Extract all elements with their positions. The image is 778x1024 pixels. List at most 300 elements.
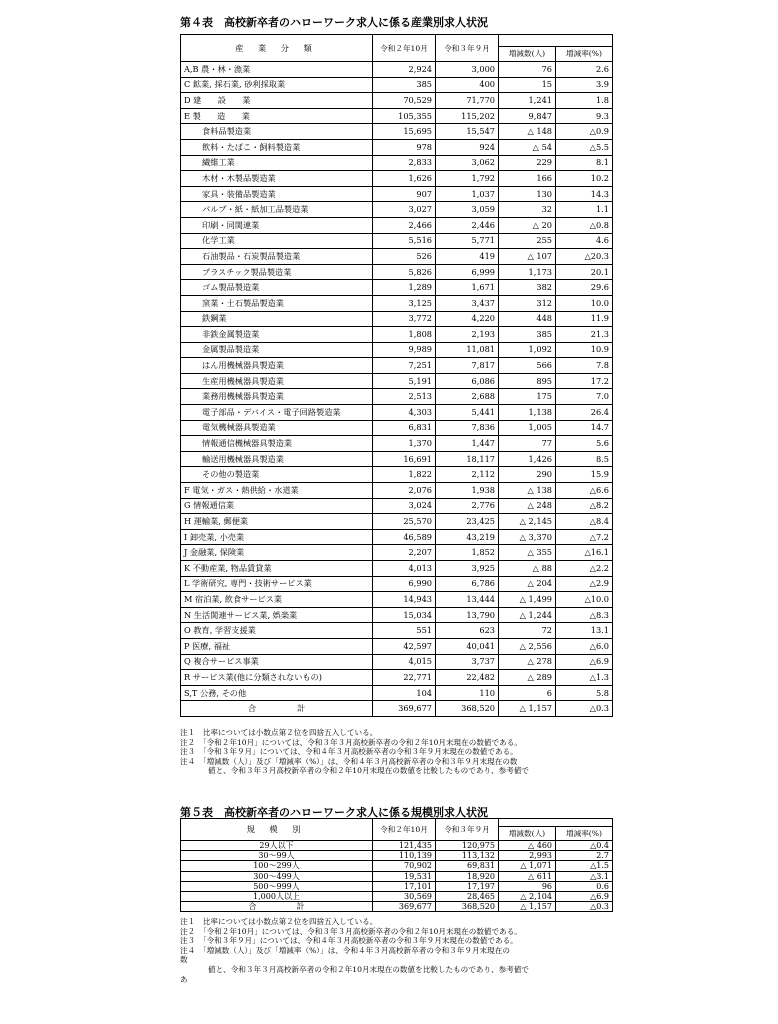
row-label: E 製 造 業 bbox=[181, 108, 373, 124]
row-label: 金属製品製造業 bbox=[181, 342, 373, 358]
cell-change-count: 32 bbox=[499, 202, 556, 218]
cell-sep-2021: 113,132 bbox=[436, 851, 499, 861]
cell-change-rate: 15.9 bbox=[556, 467, 613, 483]
row-label: 家具・装備品製造業 bbox=[181, 186, 373, 202]
row-label: L 学術研究, 専門・技術サービス業 bbox=[181, 576, 373, 592]
row-label: 非鉄金属製造業 bbox=[181, 327, 373, 343]
cell-change-count: 895 bbox=[499, 373, 556, 389]
cell-change-rate: 29.6 bbox=[556, 280, 613, 296]
table5-notes bbox=[180, 917, 612, 984]
cell-change-rate: 2.7 bbox=[556, 851, 613, 861]
header-category: 産 業 分 類 bbox=[181, 35, 373, 62]
cell-change-count: 1,092 bbox=[499, 342, 556, 358]
cell-sep-2021: 43,219 bbox=[436, 529, 499, 545]
cell-sep-2021: 115,202 bbox=[436, 108, 499, 124]
table-row bbox=[181, 373, 613, 389]
cell-sep-2021: 924 bbox=[436, 139, 499, 155]
cell-change-count: △ 20 bbox=[499, 217, 556, 233]
table4-notes bbox=[180, 728, 612, 776]
cell-change-count: △ 278 bbox=[499, 654, 556, 670]
cell-oct-2020: 4,303 bbox=[373, 405, 436, 421]
cell-change-count: 448 bbox=[499, 311, 556, 327]
cell-sep-2021: 6,786 bbox=[436, 576, 499, 592]
header-col4: 増減率(%) bbox=[556, 46, 613, 61]
table-row bbox=[181, 670, 613, 686]
cell-change-count: △ 2,556 bbox=[499, 638, 556, 654]
cell-sep-2021: 1,938 bbox=[436, 483, 499, 499]
table-row bbox=[181, 327, 613, 343]
table-row bbox=[181, 77, 613, 93]
table-row bbox=[181, 685, 613, 701]
table-row bbox=[181, 545, 613, 561]
cell-change-rate: 7.8 bbox=[556, 358, 613, 374]
row-label: 電気機械器具製造業 bbox=[181, 420, 373, 436]
header-col2: 令和３年９月 bbox=[436, 35, 499, 62]
cell-change-rate: △6.0 bbox=[556, 638, 613, 654]
cell-oct-2020: 2,207 bbox=[373, 545, 436, 561]
table-row bbox=[181, 592, 613, 608]
table-row bbox=[181, 217, 613, 233]
cell-oct-2020: 104 bbox=[373, 685, 436, 701]
cell-oct-2020: 17,101 bbox=[373, 881, 436, 891]
cell-change-count: △ 88 bbox=[499, 561, 556, 577]
cell-change-count: △ 1,071 bbox=[499, 861, 556, 871]
cell-change-rate: △8.2 bbox=[556, 498, 613, 514]
cell-change-rate: △0.3 bbox=[556, 701, 613, 717]
cell-change-count: △ 289 bbox=[499, 670, 556, 686]
cell-oct-2020: 16,691 bbox=[373, 451, 436, 467]
cell-oct-2020: 5,191 bbox=[373, 373, 436, 389]
cell-oct-2020: 19,531 bbox=[373, 871, 436, 881]
cell-oct-2020: 2,076 bbox=[373, 483, 436, 499]
cell-change-rate: △10.0 bbox=[556, 592, 613, 608]
cell-sep-2021: 6,999 bbox=[436, 264, 499, 280]
cell-change-count: 1,173 bbox=[499, 264, 556, 280]
table-row bbox=[181, 841, 613, 851]
table-row bbox=[181, 576, 613, 592]
note-line: 注２ 「令和２年10月」については、令和３年３月高校新卒者の令和２年10月末現在の数値である。 bbox=[180, 737, 522, 747]
row-label: プラスチック製品製造業 bbox=[181, 264, 373, 280]
cell-oct-2020: 978 bbox=[373, 139, 436, 155]
row-label: C 鉱業, 採石業, 砂利採取業 bbox=[181, 77, 373, 93]
row-label: G 情報通信業 bbox=[181, 498, 373, 514]
cell-change-count: 385 bbox=[499, 327, 556, 343]
cell-sep-2021: 2,688 bbox=[436, 389, 499, 405]
cell-change-count: 1,138 bbox=[499, 405, 556, 421]
cell-change-rate: 5.8 bbox=[556, 685, 613, 701]
cell-sep-2021: 71,770 bbox=[436, 93, 499, 109]
cell-oct-2020: 3,772 bbox=[373, 311, 436, 327]
cell-change-rate: 1.8 bbox=[556, 93, 613, 109]
cell-change-rate: 1.1 bbox=[556, 202, 613, 218]
cell-sep-2021: 1,447 bbox=[436, 436, 499, 452]
cell-oct-2020: 4,015 bbox=[373, 654, 436, 670]
row-label: S,T 公務, その他 bbox=[181, 685, 373, 701]
cell-oct-2020: 25,570 bbox=[373, 514, 436, 530]
note-line: 注３ 「令和３年９月」については、令和４年３月高校新卒者の令和３年９月末現在の数値である。 bbox=[180, 936, 518, 946]
row-label: パルプ・紙・紙加工品製造業 bbox=[181, 202, 373, 218]
cell-sep-2021: 28,465 bbox=[436, 891, 499, 901]
header-blank bbox=[499, 819, 613, 827]
cell-sep-2021: 110 bbox=[436, 685, 499, 701]
cell-oct-2020: 5,516 bbox=[373, 233, 436, 249]
cell-change-count: 229 bbox=[499, 155, 556, 171]
table-row bbox=[181, 155, 613, 171]
table-row bbox=[181, 93, 613, 109]
cell-change-count: 1,426 bbox=[499, 451, 556, 467]
table-row bbox=[181, 514, 613, 530]
cell-sep-2021: 17,197 bbox=[436, 881, 499, 891]
cell-oct-2020: 2,924 bbox=[373, 62, 436, 78]
cell-sep-2021: 2,446 bbox=[436, 217, 499, 233]
row-label: 輸送用機械器具製造業 bbox=[181, 451, 373, 467]
table-row bbox=[181, 861, 613, 871]
table-row bbox=[181, 186, 613, 202]
cell-change-count: 76 bbox=[499, 62, 556, 78]
cell-sep-2021: 18,920 bbox=[436, 871, 499, 881]
row-label: 100～299人 bbox=[181, 861, 373, 871]
cell-sep-2021: 368,520 bbox=[436, 701, 499, 717]
table-header-row bbox=[181, 819, 613, 827]
cell-oct-2020: 369,677 bbox=[373, 902, 436, 912]
cell-change-rate: △8.4 bbox=[556, 514, 613, 530]
cell-sep-2021: 13,444 bbox=[436, 592, 499, 608]
cell-sep-2021: 2,776 bbox=[436, 498, 499, 514]
table-row bbox=[181, 498, 613, 514]
note-line: 数 bbox=[180, 955, 188, 965]
cell-change-rate: △16.1 bbox=[556, 545, 613, 561]
cell-sep-2021: 3,737 bbox=[436, 654, 499, 670]
cell-sep-2021: 1,037 bbox=[436, 186, 499, 202]
cell-change-rate: 14.7 bbox=[556, 420, 613, 436]
table-row bbox=[181, 483, 613, 499]
row-label: R サービス業(他に分類されないもの) bbox=[181, 670, 373, 686]
cell-sep-2021: 6,086 bbox=[436, 373, 499, 389]
cell-oct-2020: 7,251 bbox=[373, 358, 436, 374]
table-row bbox=[181, 405, 613, 421]
note-line: 注４ 「増減数（人）」及び「増減率（%）」は、令和４年３月高校新卒者の令和３年９月末現在の数 bbox=[180, 756, 518, 766]
cell-sep-2021: 623 bbox=[436, 623, 499, 639]
cell-change-count: △ 1,499 bbox=[499, 592, 556, 608]
row-label: 印刷・同関連業 bbox=[181, 217, 373, 233]
cell-change-rate: 0.6 bbox=[556, 881, 613, 891]
table-row bbox=[181, 871, 613, 881]
cell-change-count: △ 1,157 bbox=[499, 701, 556, 717]
cell-change-count: △ 460 bbox=[499, 841, 556, 851]
table-row bbox=[181, 62, 613, 78]
cell-oct-2020: 1,289 bbox=[373, 280, 436, 296]
cell-change-rate: 26.4 bbox=[556, 405, 613, 421]
cell-sep-2021: 3,925 bbox=[436, 561, 499, 577]
cell-change-count: 15 bbox=[499, 77, 556, 93]
row-label: P 医療, 福祉 bbox=[181, 638, 373, 654]
cell-sep-2021: 69,831 bbox=[436, 861, 499, 871]
cell-change-rate: 2.6 bbox=[556, 62, 613, 78]
cell-sep-2021: 5,441 bbox=[436, 405, 499, 421]
cell-oct-2020: 70,529 bbox=[373, 93, 436, 109]
cell-sep-2021: 5,771 bbox=[436, 233, 499, 249]
cell-sep-2021: 15,547 bbox=[436, 124, 499, 140]
table-row bbox=[181, 264, 613, 280]
cell-change-count: △ 3,370 bbox=[499, 529, 556, 545]
header-col1: 令和２年10月 bbox=[373, 819, 436, 841]
cell-sep-2021: 3,062 bbox=[436, 155, 499, 171]
cell-oct-2020: 2,833 bbox=[373, 155, 436, 171]
cell-change-count: △ 54 bbox=[499, 139, 556, 155]
cell-change-count: △ 1,157 bbox=[499, 902, 556, 912]
industry-table bbox=[180, 34, 613, 717]
cell-sep-2021: 2,193 bbox=[436, 327, 499, 343]
row-label: A,B 農・林・漁業 bbox=[181, 62, 373, 78]
cell-change-count: 382 bbox=[499, 280, 556, 296]
header-col1: 令和２年10月 bbox=[373, 35, 436, 62]
table-row bbox=[181, 467, 613, 483]
header-col3: 増減数(人) bbox=[499, 46, 556, 61]
table-row bbox=[181, 108, 613, 124]
cell-change-rate: △20.3 bbox=[556, 249, 613, 265]
cell-change-count: 312 bbox=[499, 295, 556, 311]
cell-oct-2020: 22,771 bbox=[373, 670, 436, 686]
header-blank bbox=[499, 35, 613, 47]
row-label: H 運輸業, 郵便業 bbox=[181, 514, 373, 530]
table-row bbox=[181, 124, 613, 140]
row-label: J 金融業, 保険業 bbox=[181, 545, 373, 561]
row-label: 電子部品・デバイス・電子回路製造業 bbox=[181, 405, 373, 421]
cell-change-rate: 9.3 bbox=[556, 108, 613, 124]
cell-change-rate: 21.3 bbox=[556, 327, 613, 343]
cell-sep-2021: 7,836 bbox=[436, 420, 499, 436]
table-row bbox=[181, 233, 613, 249]
cell-change-rate: △1.3 bbox=[556, 670, 613, 686]
cell-change-count: △ 148 bbox=[499, 124, 556, 140]
row-label: N 生活関連サービス業, 娯楽業 bbox=[181, 607, 373, 623]
cell-oct-2020: 385 bbox=[373, 77, 436, 93]
cell-change-rate: 17.2 bbox=[556, 373, 613, 389]
cell-change-count: △ 248 bbox=[499, 498, 556, 514]
cell-sep-2021: 1,671 bbox=[436, 280, 499, 296]
cell-change-count: 1,241 bbox=[499, 93, 556, 109]
note-line: あ bbox=[180, 974, 188, 984]
cell-change-rate: 13.1 bbox=[556, 623, 613, 639]
cell-change-count: 255 bbox=[499, 233, 556, 249]
header-category: 規 模 別 bbox=[181, 819, 373, 841]
size-table bbox=[180, 818, 613, 912]
cell-oct-2020: 1,626 bbox=[373, 171, 436, 187]
cell-oct-2020: 3,027 bbox=[373, 202, 436, 218]
cell-oct-2020: 3,024 bbox=[373, 498, 436, 514]
total-row bbox=[181, 701, 613, 717]
cell-oct-2020: 121,435 bbox=[373, 841, 436, 851]
table-row bbox=[181, 389, 613, 405]
table-row bbox=[181, 280, 613, 296]
note-line: 注１ 比率については小数点第２位を四捨五入している。 bbox=[180, 728, 378, 737]
cell-change-count: 9,847 bbox=[499, 108, 556, 124]
table-header-row bbox=[181, 35, 613, 47]
cell-sep-2021: 11,081 bbox=[436, 342, 499, 358]
cell-change-count: △ 2,104 bbox=[499, 891, 556, 901]
cell-sep-2021: 2,112 bbox=[436, 467, 499, 483]
cell-oct-2020: 4,013 bbox=[373, 561, 436, 577]
row-label: F 電気・ガス・熱供給・水道業 bbox=[181, 483, 373, 499]
cell-oct-2020: 3,125 bbox=[373, 295, 436, 311]
table-row bbox=[181, 295, 613, 311]
table-row bbox=[181, 607, 613, 623]
cell-change-count: 290 bbox=[499, 467, 556, 483]
cell-sep-2021: 40,041 bbox=[436, 638, 499, 654]
table-row bbox=[181, 561, 613, 577]
cell-sep-2021: 3,059 bbox=[436, 202, 499, 218]
cell-change-rate: △6.9 bbox=[556, 891, 613, 901]
cell-sep-2021: 3,437 bbox=[436, 295, 499, 311]
cell-oct-2020: 15,695 bbox=[373, 124, 436, 140]
cell-oct-2020: 907 bbox=[373, 186, 436, 202]
cell-change-rate: 8.1 bbox=[556, 155, 613, 171]
cell-oct-2020: 369,677 bbox=[373, 701, 436, 717]
cell-change-rate: 10.0 bbox=[556, 295, 613, 311]
note-line: 注４ 「増減数（人）」及び「増減率（%）」は、令和４年３月高校新卒者の令和３年９月末現在の bbox=[180, 945, 510, 955]
table-row bbox=[181, 436, 613, 452]
cell-sep-2021: 7,817 bbox=[436, 358, 499, 374]
note-line: 値と、令和３年３月高校新卒者の令和２年10月末現在の数値を比較したものであり、参考値で bbox=[208, 766, 530, 776]
cell-sep-2021: 23,425 bbox=[436, 514, 499, 530]
cell-change-rate: △6.6 bbox=[556, 483, 613, 499]
row-label: M 宿泊業, 飲食サービス業 bbox=[181, 592, 373, 608]
cell-sep-2021: 1,852 bbox=[436, 545, 499, 561]
table-row bbox=[181, 891, 613, 901]
cell-sep-2021: 400 bbox=[436, 77, 499, 93]
cell-change-rate: △0.3 bbox=[556, 902, 613, 912]
cell-change-rate: 11.9 bbox=[556, 311, 613, 327]
cell-sep-2021: 4,220 bbox=[436, 311, 499, 327]
note-line: 注３ 「令和３年９月」については、令和４年３月高校新卒者の令和３年９月末現在の数値である。 bbox=[180, 747, 518, 757]
cell-oct-2020: 14,943 bbox=[373, 592, 436, 608]
cell-oct-2020: 2,466 bbox=[373, 217, 436, 233]
cell-change-count: 2,993 bbox=[499, 851, 556, 861]
cell-change-rate: 3.9 bbox=[556, 77, 613, 93]
row-label: 石油製品・石炭製品製造業 bbox=[181, 249, 373, 265]
table-row bbox=[181, 638, 613, 654]
row-label: I 卸売業, 小売業 bbox=[181, 529, 373, 545]
table-row bbox=[181, 171, 613, 187]
cell-oct-2020: 42,597 bbox=[373, 638, 436, 654]
cell-change-count: △ 611 bbox=[499, 871, 556, 881]
row-label: O 教育, 学習支援業 bbox=[181, 623, 373, 639]
cell-change-count: △ 2,145 bbox=[499, 514, 556, 530]
row-label: 飲料・たばこ・飼料製造業 bbox=[181, 139, 373, 155]
row-label: 業務用機械器具製造業 bbox=[181, 389, 373, 405]
cell-change-count: △ 204 bbox=[499, 576, 556, 592]
cell-change-count: 96 bbox=[499, 881, 556, 891]
cell-oct-2020: 6,990 bbox=[373, 576, 436, 592]
total-label: 合 計 bbox=[181, 902, 373, 912]
cell-change-rate: △0.9 bbox=[556, 124, 613, 140]
cell-change-count: △ 1,244 bbox=[499, 607, 556, 623]
table-row bbox=[181, 342, 613, 358]
cell-change-rate: △0.8 bbox=[556, 217, 613, 233]
cell-oct-2020: 1,808 bbox=[373, 327, 436, 343]
cell-oct-2020: 1,370 bbox=[373, 436, 436, 452]
cell-oct-2020: 105,355 bbox=[373, 108, 436, 124]
cell-change-count: 175 bbox=[499, 389, 556, 405]
table-row bbox=[181, 139, 613, 155]
cell-oct-2020: 551 bbox=[373, 623, 436, 639]
cell-change-count: 72 bbox=[499, 623, 556, 639]
cell-change-rate: 5.6 bbox=[556, 436, 613, 452]
table-row bbox=[181, 249, 613, 265]
table-row bbox=[181, 623, 613, 639]
table-row bbox=[181, 311, 613, 327]
table4-title: 第４表 高校新卒者のハローワーク求人に係る産業別求人状況 bbox=[180, 16, 488, 29]
header-col4: 増減率(%) bbox=[556, 827, 613, 841]
cell-sep-2021: 1,792 bbox=[436, 171, 499, 187]
table5-title: 第５表 高校新卒者のハローワーク求人に係る規模別求人状況 bbox=[180, 806, 488, 819]
cell-change-rate: 20.1 bbox=[556, 264, 613, 280]
cell-change-rate: 10.9 bbox=[556, 342, 613, 358]
row-label: 鉄鋼業 bbox=[181, 311, 373, 327]
cell-change-count: 1,005 bbox=[499, 420, 556, 436]
row-label: 300～499人 bbox=[181, 871, 373, 881]
row-label: 情報通信機械器具製造業 bbox=[181, 436, 373, 452]
cell-change-count: 566 bbox=[499, 358, 556, 374]
table-row bbox=[181, 654, 613, 670]
cell-change-rate: 14.3 bbox=[556, 186, 613, 202]
cell-change-count: △ 138 bbox=[499, 483, 556, 499]
cell-oct-2020: 15,034 bbox=[373, 607, 436, 623]
cell-sep-2021: 22,482 bbox=[436, 670, 499, 686]
row-label: 繊維工業 bbox=[181, 155, 373, 171]
cell-oct-2020: 6,831 bbox=[373, 420, 436, 436]
cell-change-rate: 10.2 bbox=[556, 171, 613, 187]
cell-oct-2020: 70,902 bbox=[373, 861, 436, 871]
cell-change-rate: △2.2 bbox=[556, 561, 613, 577]
cell-change-rate: △5.5 bbox=[556, 139, 613, 155]
row-label: 29人以下 bbox=[181, 841, 373, 851]
row-label: 窯業・土石製品製造業 bbox=[181, 295, 373, 311]
cell-sep-2021: 18,117 bbox=[436, 451, 499, 467]
cell-oct-2020: 2,513 bbox=[373, 389, 436, 405]
table-row bbox=[181, 202, 613, 218]
row-label: D 建 設 業 bbox=[181, 93, 373, 109]
cell-oct-2020: 30,569 bbox=[373, 891, 436, 901]
cell-change-count: 166 bbox=[499, 171, 556, 187]
cell-change-count: △ 355 bbox=[499, 545, 556, 561]
cell-change-count: 77 bbox=[499, 436, 556, 452]
cell-sep-2021: 120,975 bbox=[436, 841, 499, 851]
cell-oct-2020: 46,589 bbox=[373, 529, 436, 545]
cell-sep-2021: 3,000 bbox=[436, 62, 499, 78]
row-label: Q 複合サービス事業 bbox=[181, 654, 373, 670]
row-label: 化学工業 bbox=[181, 233, 373, 249]
row-label: 食料品製造業 bbox=[181, 124, 373, 140]
cell-change-count: △ 107 bbox=[499, 249, 556, 265]
table-row bbox=[181, 358, 613, 374]
row-label: 木材・木製品製造業 bbox=[181, 171, 373, 187]
table-row bbox=[181, 881, 613, 891]
row-label: 30～99人 bbox=[181, 851, 373, 861]
cell-oct-2020: 9,989 bbox=[373, 342, 436, 358]
cell-change-rate: △2.9 bbox=[556, 576, 613, 592]
cell-oct-2020: 5,826 bbox=[373, 264, 436, 280]
cell-change-rate: △7.2 bbox=[556, 529, 613, 545]
cell-change-rate: △1.5 bbox=[556, 861, 613, 871]
table-row bbox=[181, 851, 613, 861]
cell-change-rate: △8.3 bbox=[556, 607, 613, 623]
total-row bbox=[181, 902, 613, 912]
cell-change-rate: △3.1 bbox=[556, 871, 613, 881]
row-label: K 不動産業, 物品賃貸業 bbox=[181, 561, 373, 577]
cell-oct-2020: 526 bbox=[373, 249, 436, 265]
cell-change-rate: △0.4 bbox=[556, 841, 613, 851]
